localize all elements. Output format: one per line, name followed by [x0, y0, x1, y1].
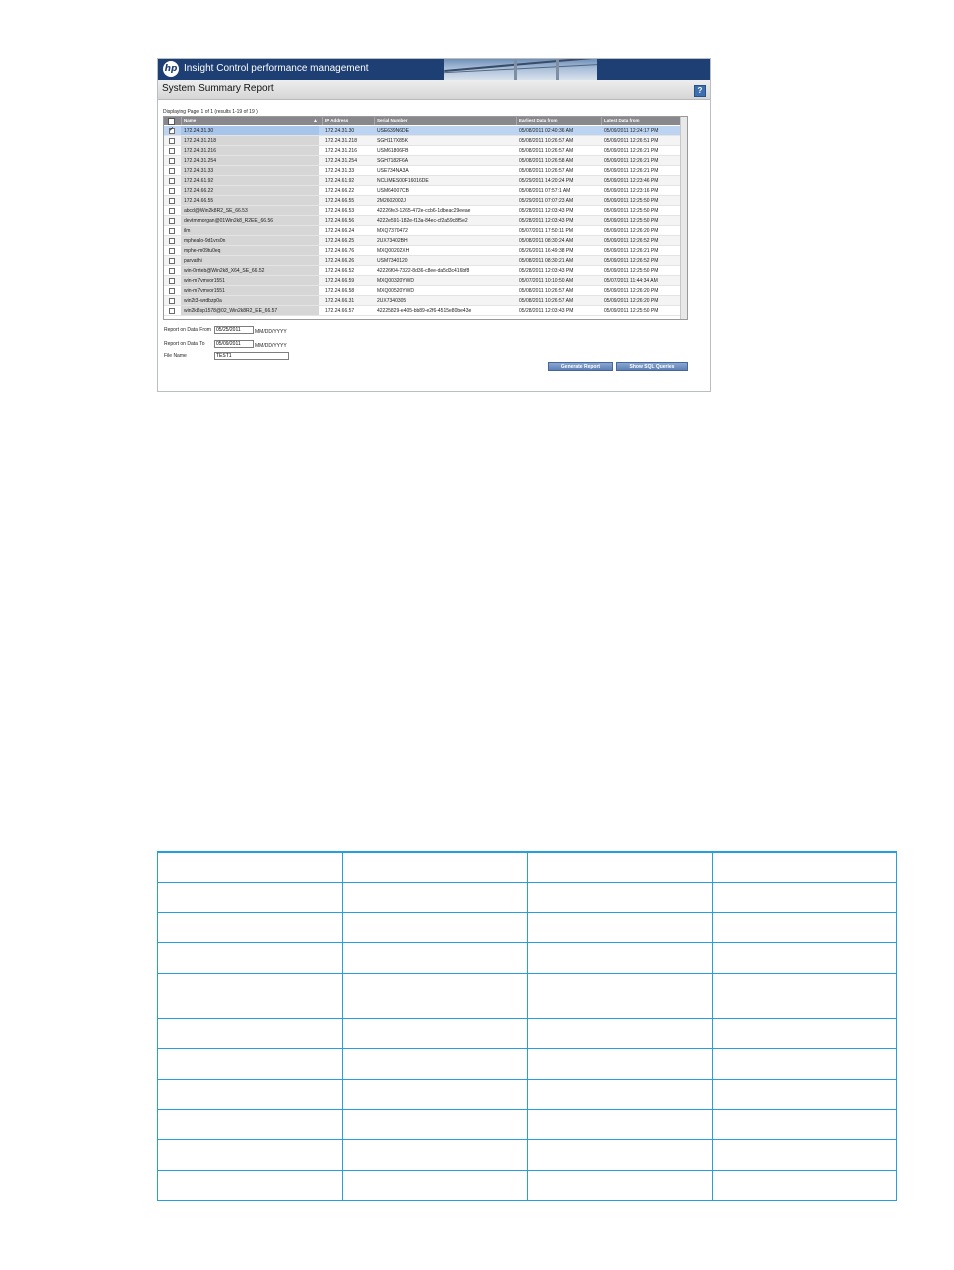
table-cell — [343, 1140, 528, 1170]
table-cell — [343, 882, 528, 912]
table-row — [158, 913, 897, 943]
cell-serial: MXQ7370472 — [377, 228, 408, 234]
row-checkbox[interactable] — [169, 178, 175, 184]
app-banner — [158, 59, 710, 80]
cell-latest: 05/09/2011 12:26:52 PM — [604, 238, 659, 244]
row-checkbox[interactable] — [169, 258, 175, 264]
cell-name: abcd@Win2k8R2_SE_66.53 — [184, 208, 248, 214]
cell-name: 172.24.66.55 — [184, 198, 214, 204]
table-row[interactable] — [164, 156, 681, 166]
cell-serial: 4222e591-182e-f13a-84ec-cf2a59c8f5e2 — [377, 218, 468, 224]
table-cell — [528, 852, 713, 882]
row-checkbox[interactable] — [169, 138, 175, 144]
table-cell — [528, 882, 713, 912]
cell-name: win2k8sp1578@02_Win2k8R2_EE_66.57 — [184, 308, 278, 314]
cell-name: parvathi — [184, 258, 202, 264]
row-checkbox[interactable] — [169, 148, 175, 154]
cell-ip: 172.24.31.33 — [325, 168, 355, 174]
row-checkbox[interactable] — [169, 128, 175, 134]
table-cell — [713, 973, 897, 1018]
cell-ip: 172.24.31.254 — [325, 158, 357, 164]
cell-serial: USM7340120 — [377, 258, 408, 264]
table-row — [158, 1049, 897, 1079]
table-cell — [713, 882, 897, 912]
banner-photo — [444, 59, 597, 80]
row-checkbox[interactable] — [169, 168, 175, 174]
table-cell — [713, 1049, 897, 1079]
table-cell — [713, 1019, 897, 1049]
screenshot-window — [157, 58, 711, 392]
cell-ip: 172.24.66.26 — [325, 258, 355, 264]
table-cell — [158, 1019, 343, 1049]
cell-name: 172.24.31.218 — [184, 138, 216, 144]
cell-latest: 05/09/2011 12:25:50 PM — [604, 268, 659, 274]
cell-earliest: 05/08/2011 02:40:36 AM — [519, 128, 574, 134]
table-cell — [528, 1170, 713, 1200]
row-checkbox[interactable] — [169, 278, 175, 284]
cell-ip: 172.24.66.24 — [325, 228, 355, 234]
table-row[interactable] — [164, 296, 681, 306]
table-cell — [713, 1079, 897, 1109]
cell-name: win-m7vmvor1551 — [184, 288, 225, 294]
cell-latest: 05/09/2011 12:24:17 PM — [604, 128, 659, 134]
cell-latest: 05/09/2011 12:23:46 PM — [604, 178, 659, 184]
row-checkbox[interactable] — [169, 188, 175, 194]
table-cell — [713, 913, 897, 943]
table-row[interactable] — [164, 166, 681, 176]
cell-ip: 172.24.66.55 — [325, 198, 355, 204]
cell-name: 172.24.61.92 — [184, 178, 214, 184]
table-row[interactable] — [164, 266, 681, 276]
cell-name: mphe-m09tu0eq — [184, 248, 221, 254]
cell-earliest: 05/07/2011 10:10:50 AM — [519, 278, 574, 284]
sort-up-arrow-icon[interactable]: ▲ — [313, 118, 318, 124]
table-row — [158, 852, 897, 882]
cell-latest: 05/09/2011 12:26:20 PM — [604, 228, 659, 234]
cell-ip: 172.24.31.216 — [325, 148, 357, 154]
cell-latest: 05/09/2011 12:26:21 PM — [604, 248, 659, 254]
cell-serial: SGH7182F6A — [377, 158, 409, 164]
file-name-label: File Name — [164, 353, 187, 359]
column-header-serial[interactable]: Serial Number — [374, 117, 516, 125]
help-icon[interactable]: ? — [694, 85, 706, 97]
table-cell — [528, 1079, 713, 1109]
to-date-hint: MM/DD/YYYY — [255, 343, 287, 349]
table-cell — [343, 852, 528, 882]
table-cell — [158, 1079, 343, 1109]
cell-name: ilm — [184, 228, 191, 234]
table-cell — [343, 1079, 528, 1109]
cell-serial: MXQ00520YWD — [377, 288, 414, 294]
cell-latest: 05/09/2011 12:25:50 PM — [604, 308, 659, 314]
row-checkbox[interactable] — [169, 288, 175, 294]
cell-name: 172.24.31.33 — [184, 168, 214, 174]
cell-earliest: 05/08/2011 10:26:57 AM — [519, 138, 574, 144]
table-row[interactable] — [164, 176, 681, 186]
cell-name: win2t3-wrdbzp0a — [184, 298, 222, 304]
table-cell — [158, 1170, 343, 1200]
row-checkbox[interactable] — [169, 308, 175, 314]
system-grid — [163, 116, 688, 320]
cell-serial: USE639N6DE — [377, 128, 409, 134]
cell-earliest: 05/28/2011 12:03:43 PM — [519, 268, 574, 274]
cell-ip: 172.24.31.30 — [325, 128, 355, 134]
table-row[interactable] — [164, 206, 681, 216]
table-cell — [713, 1170, 897, 1200]
table-cell — [713, 852, 897, 882]
table-cell — [343, 973, 528, 1018]
cell-earliest: 05/08/2011 10:26:58 AM — [519, 158, 574, 164]
cell-name: 172.24.31.30 — [184, 128, 214, 134]
cell-earliest: 05/28/2011 12:03:43 PM — [519, 208, 574, 214]
cell-serial: 2UX73402BH — [377, 238, 408, 244]
cell-ip: 172.24.66.31 — [325, 298, 355, 304]
table-cell — [713, 1140, 897, 1170]
table-row[interactable] — [164, 216, 681, 226]
column-header-name[interactable]: Name — [181, 117, 322, 125]
table-row — [158, 1140, 897, 1170]
file-name-input[interactable]: TEST1 — [214, 352, 289, 360]
cell-name: 172.24.66.22 — [184, 188, 214, 194]
cell-ip: 172.24.66.57 — [325, 308, 355, 314]
cell-latest: 05/07/2011 11:44:34 AM — [604, 278, 658, 284]
cell-latest: 05/09/2011 12:23:16 PM — [604, 188, 659, 194]
cell-ip: 172.24.61.92 — [325, 178, 355, 184]
row-checkbox[interactable] — [169, 248, 175, 254]
cell-latest: 05/09/2011 12:26:52 PM — [604, 258, 659, 264]
row-checkbox[interactable] — [169, 158, 175, 164]
cell-serial: USM64007CB — [377, 188, 409, 194]
table-cell — [528, 973, 713, 1018]
table-cell — [343, 1019, 528, 1049]
from-date-hint: MM/DD/YYYY — [255, 329, 287, 335]
table-cell — [528, 943, 713, 973]
table-row[interactable] — [164, 186, 681, 196]
cell-earliest: 05/08/2011 08:30:21 AM — [519, 258, 574, 264]
cell-latest: 05/09/2011 12:25:50 PM — [604, 218, 659, 224]
cell-serial: USE734NA3A — [377, 168, 409, 174]
table-cell — [343, 1110, 528, 1140]
table-row — [158, 943, 897, 973]
table-cell — [343, 913, 528, 943]
to-date-input[interactable]: 05/09/2011 — [214, 340, 254, 348]
cell-latest: 05/09/2011 12:25:50 PM — [604, 198, 659, 204]
cell-name: 172.24.31.254 — [184, 158, 216, 164]
table-cell — [158, 973, 343, 1018]
table-row[interactable] — [164, 286, 681, 296]
table-row[interactable] — [164, 246, 681, 256]
table-row[interactable] — [164, 136, 681, 146]
cell-latest: 05/09/2011 12:26:21 PM — [604, 148, 659, 154]
cell-serial: 2M2602002J — [377, 198, 406, 204]
cell-earliest: 05/29/2011 14:20:24 PM — [519, 178, 574, 184]
cell-earliest: 05/08/2011 07:57:1 AM — [519, 188, 571, 194]
table-row — [158, 1079, 897, 1109]
row-checkbox[interactable] — [169, 198, 175, 204]
table-row[interactable] — [164, 306, 681, 316]
row-checkbox[interactable] — [169, 268, 175, 274]
column-header-latest[interactable]: Latest Data from — [601, 117, 687, 125]
cell-earliest: 05/08/2011 10:26:57 AM — [519, 288, 574, 294]
table-cell — [528, 1049, 713, 1079]
table-cell — [158, 852, 343, 882]
grid-scrollbar[interactable] — [680, 117, 687, 319]
cell-ip: 172.24.66.52 — [325, 268, 355, 274]
table-cell — [158, 1110, 343, 1140]
row-checkbox[interactable] — [169, 238, 175, 244]
table-row[interactable] — [164, 256, 681, 266]
cell-serial: 42225829-e405-bb89-e2f6-4515e80be43e — [377, 308, 472, 314]
cell-serial: MXQ00320YWD — [377, 278, 414, 284]
cell-earliest: 05/28/2011 12:03:43 PM — [519, 218, 574, 224]
table-row[interactable] — [164, 226, 681, 236]
cell-serial: 2UX7340305 — [377, 298, 407, 304]
table-cell — [158, 1140, 343, 1170]
cell-earliest: 05/28/2011 12:03:43 PM — [519, 308, 574, 314]
table-cell — [713, 1110, 897, 1140]
to-date-label: Report on Data To — [164, 341, 205, 347]
from-date-input[interactable]: 05/25/2011 — [214, 326, 254, 334]
cell-serial: SGH117X85K — [377, 138, 409, 144]
cell-name: win-0rrteb@Win2k8_X64_SE_66.52 — [184, 268, 265, 274]
app-title: Insight Control performance management — [184, 63, 369, 74]
table-cell — [528, 913, 713, 943]
cell-ip: 172.24.66.53 — [325, 208, 355, 214]
row-checkbox[interactable] — [169, 298, 175, 304]
check-icon: ✓ — [169, 127, 175, 133]
empty-table — [157, 851, 897, 1201]
table-cell — [343, 1049, 528, 1079]
cell-serial: USM61806FB — [377, 148, 409, 154]
row-checkbox[interactable] — [169, 218, 175, 224]
cell-latest: 05/09/2011 12:26:20 PM — [604, 298, 659, 304]
table-row[interactable] — [164, 126, 681, 136]
table-cell — [343, 943, 528, 973]
table-cell — [343, 1170, 528, 1200]
cell-ip: 172.24.66.25 — [325, 238, 355, 244]
table-row — [158, 1110, 897, 1140]
table-cell — [528, 1019, 713, 1049]
select-all-checkbox[interactable] — [168, 118, 175, 125]
table-row[interactable] — [164, 196, 681, 206]
table-row — [158, 1170, 897, 1200]
cell-ip: 172.24.31.218 — [325, 138, 357, 144]
cell-serial: NCLIMES00F16016DE — [377, 178, 429, 184]
cell-ip: 172.24.66.59 — [325, 278, 355, 284]
cell-latest: 05/09/2011 12:26:51 PM — [604, 138, 659, 144]
cell-serial: MXQ00202XH — [377, 248, 410, 254]
cell-earliest: 05/08/2011 10:26:57 AM — [519, 168, 574, 174]
cell-earliest: 05/08/2011 08:30:24 AM — [519, 238, 574, 244]
table-row — [158, 882, 897, 912]
cell-latest: 05/09/2011 12:26:21 PM — [604, 158, 659, 164]
show-sql-queries-button[interactable]: Show SQL Queries — [616, 362, 688, 371]
paging-status: Displaying Page 1 of 1 (results 1-19 of 19 ) — [163, 109, 258, 115]
table-row — [158, 1019, 897, 1049]
table-cell — [528, 1140, 713, 1170]
grid-header — [164, 117, 687, 125]
cell-ip: 172.24.66.22 — [325, 188, 355, 194]
cell-serial: 42226f04-7322-8d36-c8ee-da5d3c416bf8 — [377, 268, 470, 274]
cell-serial: 42226fe3-1265-472e-ccb6-1dbeac29eeae — [377, 208, 471, 214]
hp-logo-icon: hp — [163, 61, 179, 77]
cell-ip: 172.24.66.76 — [325, 248, 355, 254]
cell-earliest: 05/26/2011 16:49:38 PM — [519, 248, 574, 254]
cell-earliest: 05/29/2011 07:07:23 AM — [519, 198, 574, 204]
table-cell — [713, 943, 897, 973]
cell-earliest: 05/08/2011 10:26:57 AM — [519, 298, 574, 304]
row-checkbox[interactable] — [169, 228, 175, 234]
table-cell — [158, 882, 343, 912]
column-header-ip[interactable]: IP Address — [322, 117, 374, 125]
cell-name: win-m7vmvor1551 — [184, 278, 225, 284]
cell-latest: 05/09/2011 12:26:21 PM — [604, 168, 659, 174]
table-row[interactable] — [164, 236, 681, 246]
cell-ip: 172.24.66.58 — [325, 288, 355, 294]
table-row[interactable] — [164, 146, 681, 156]
cell-name: mphealo-9d1vrs0n — [184, 238, 226, 244]
cell-ip: 172.24.66.56 — [325, 218, 355, 224]
table-row[interactable] — [164, 276, 681, 286]
table-cell — [158, 943, 343, 973]
table-cell — [158, 1049, 343, 1079]
cell-name: 172.24.31.216 — [184, 148, 216, 154]
page-title: System Summary Report — [162, 83, 274, 94]
generate-report-button[interactable]: Generate Report — [548, 362, 613, 371]
column-header-earliest[interactable]: Earliest Data from — [516, 117, 601, 125]
cell-earliest: 05/07/2011 17:50:11 PM — [519, 228, 574, 234]
table-cell — [528, 1110, 713, 1140]
cell-name: devtmmorgan@01Win2k8_R2EE_66.56 — [184, 218, 274, 224]
table-cell — [158, 913, 343, 943]
cell-earliest: 05/08/2011 10:26:57 AM — [519, 148, 574, 154]
from-date-label: Report on Data From — [164, 327, 211, 333]
cell-latest: 05/09/2011 12:26:20 PM — [604, 288, 659, 294]
cell-latest: 05/09/2011 12:25:50 PM — [604, 208, 659, 214]
page-header — [158, 80, 710, 100]
table-row — [158, 973, 897, 1018]
row-checkbox[interactable] — [169, 208, 175, 214]
